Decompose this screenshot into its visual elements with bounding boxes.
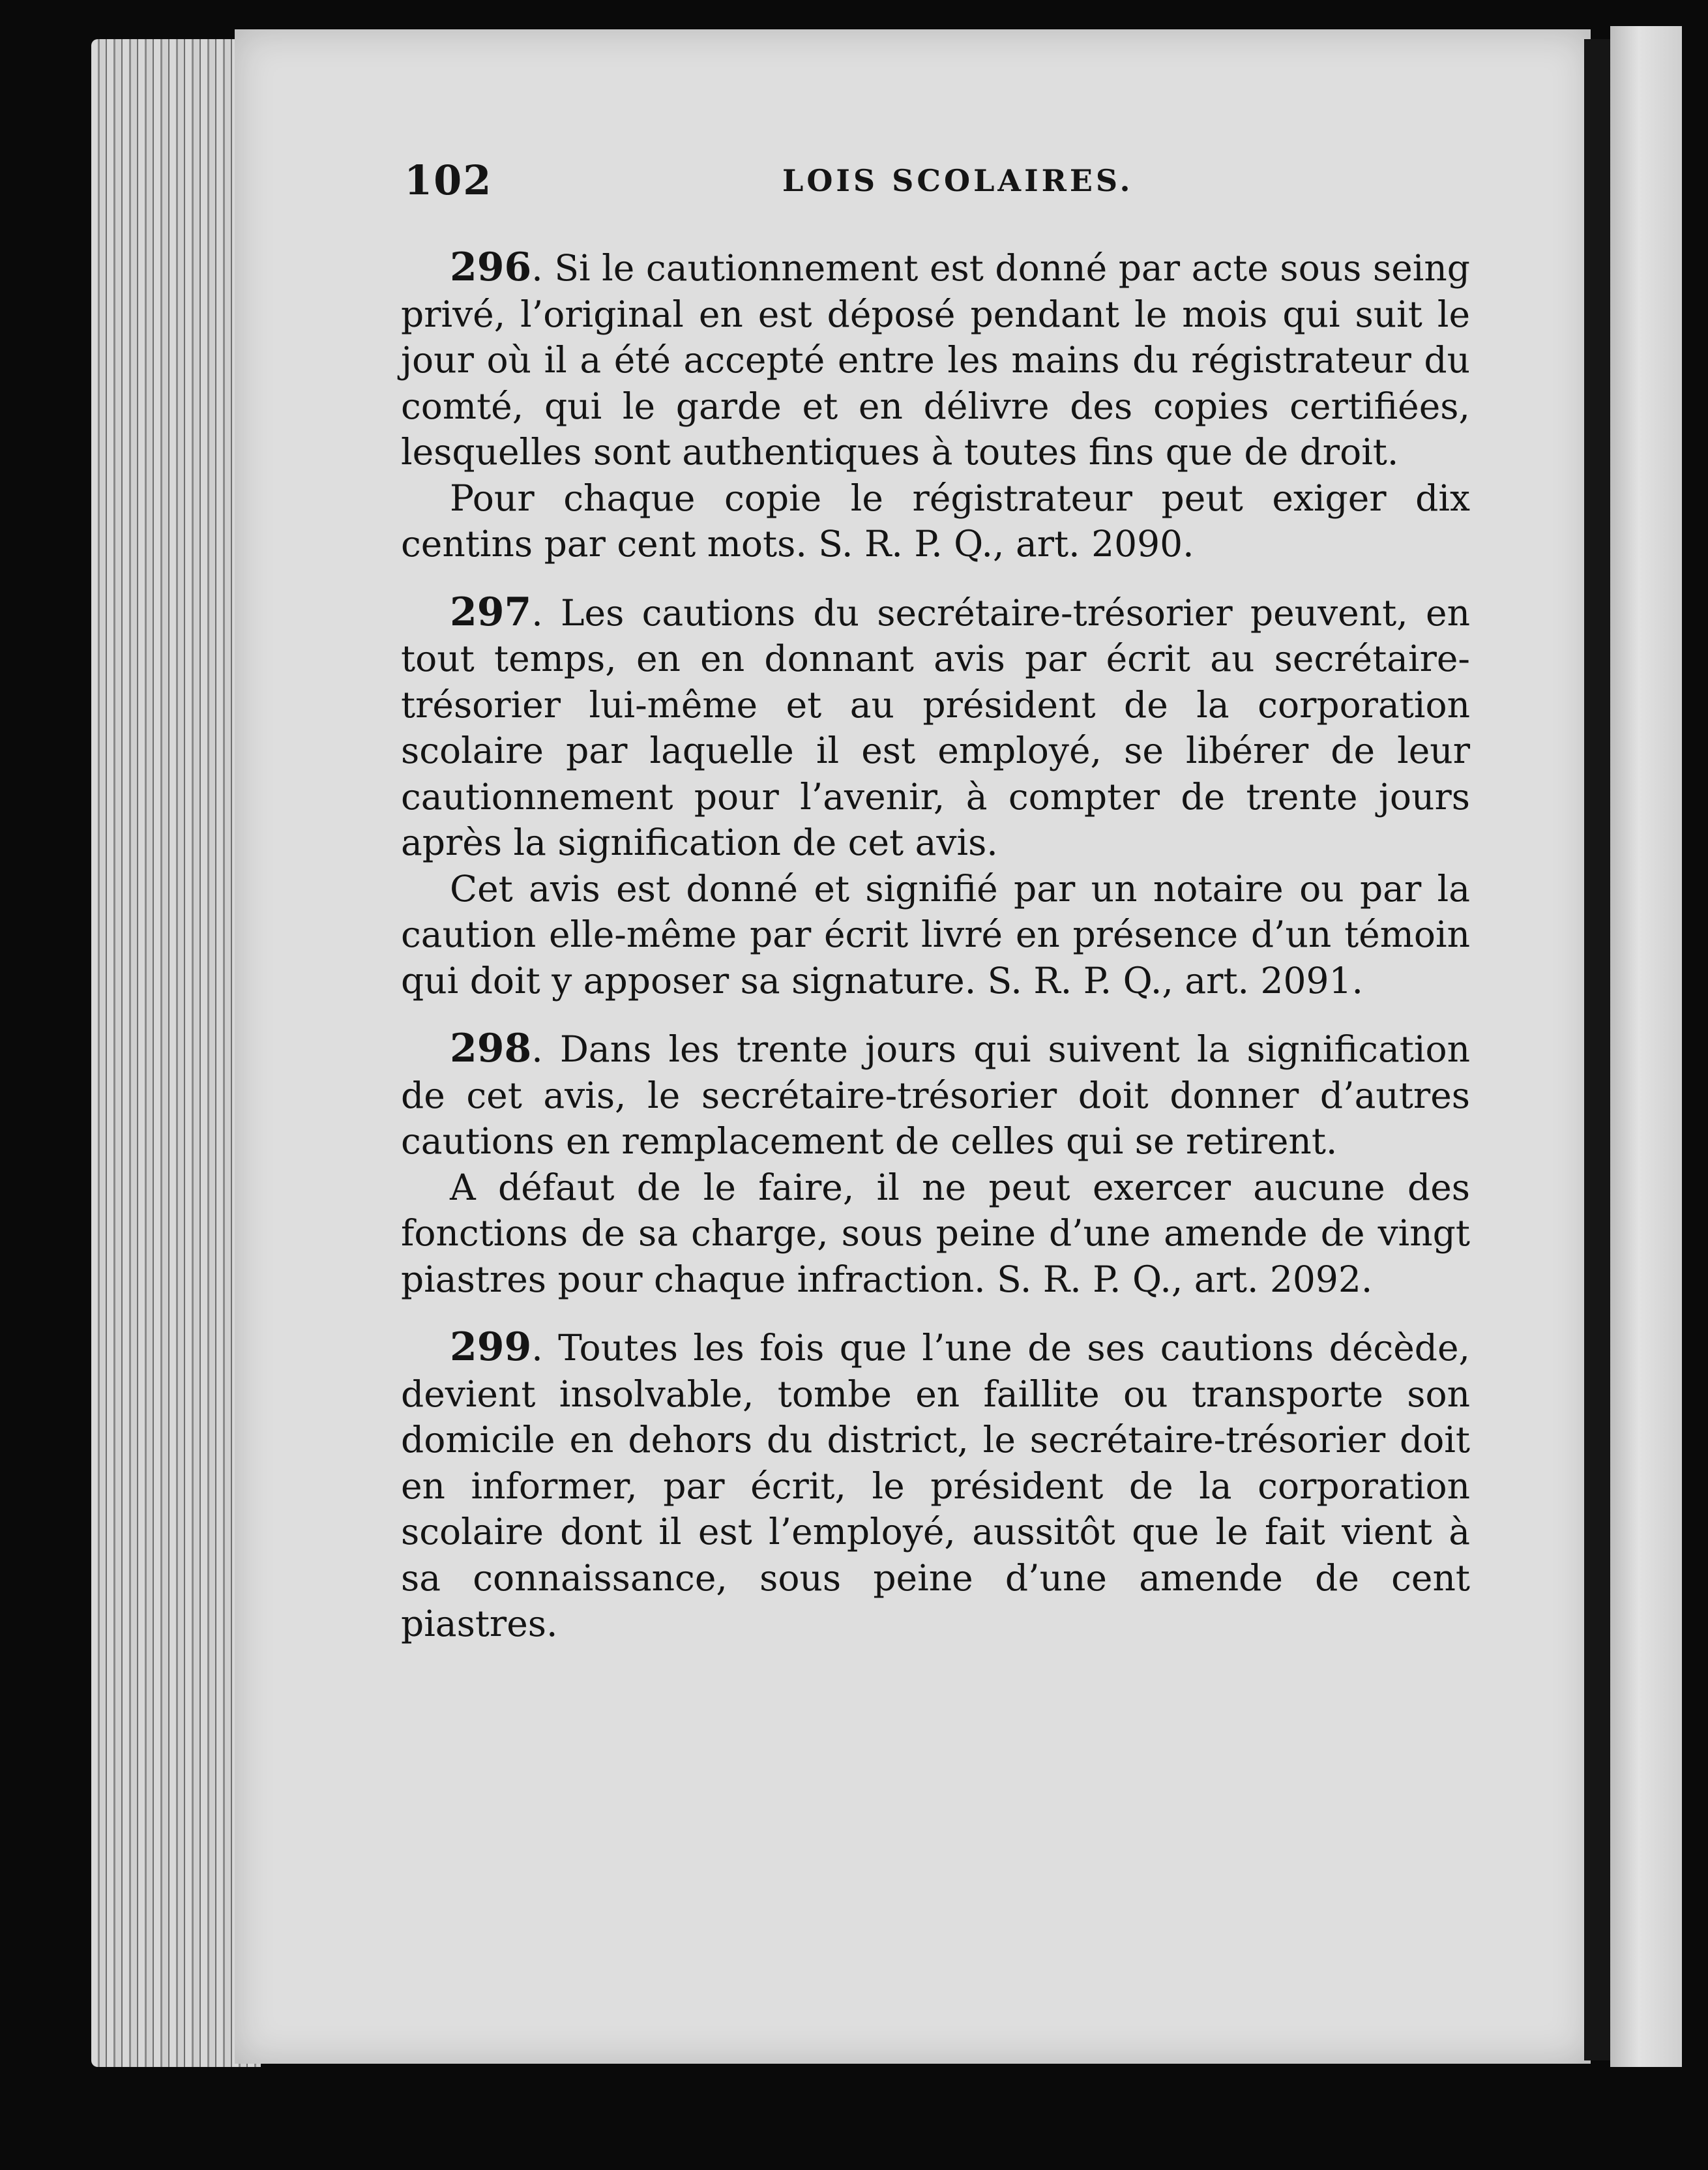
article-paragraph: Cet avis est donné et signifié par un notaire ou par la caution elle-même par écrit livré en présence d’un témoin qui doit y apposer sa signature. S. R. P. Q., art. 2091. bbox=[401, 867, 1470, 1002]
paragraph-text: Dans les trente jours qui suivent la signification de cet avis, le secrétaire-trésorier doit donner d’autres cautions en remplacement de celles qui se retirent. bbox=[401, 1028, 1470, 1162]
article-paragraph: 296. Si le cautionnement est donné par acte sous seing privé, l’original en est déposé pendant le mois qui suit le jour où il a été accepté entre les mains du régistrateur du comté, qui le garde et en délivre des copies certifiées, lesquelles sont authentiques à toutes fins que de droit. bbox=[401, 245, 1470, 473]
article-paragraph: 299. Toutes les fois que l’une de ses cautions décède, devient insolvable, tombe en faillite ou transporte son domicile en dehors du district, le secrétaire-trésorier doit en informer, par écrit, le président de la corporation scolaire dont il est l’employé, aussitôt que le fait vient à sa connaissance, sous peine d’une amende de cent piastres. bbox=[401, 1324, 1471, 1644]
article-paragraph: 297. Les cautions du secrétaire-trésorier peuvent, en tout temps, en en donnant avis par écrit au secrétaire-trésorier lui-même et au président de la corporation scolaire par laquelle il est employé, se libérer de leur cautionnement pour l’avenir, à compter de trente jours après la signification de cet avis. bbox=[401, 589, 1470, 863]
article-number: 297 bbox=[450, 589, 532, 635]
article-number: 299 bbox=[450, 1324, 532, 1370]
paragraph-text: Toutes les fois que l’une de ses cautions décède, devient insolvable, tombe en faillite ou transporte son domicile en dehors du district, le secrétaire-trésorier doit en informer, par écrit, le président de la corporation scolaire dont il est l’employé, aussitôt que le fait vient à sa connaissance, sous peine d’une amende de cent piastres. bbox=[401, 1327, 1471, 1644]
paragraph-text: Si le cautionnement est donné par acte sous seing privé, l’original en est déposé pendant le mois qui suit le jour où il a été accepté entre les mains du régistrateur du comté, qui le garde et en délivre des copies certifiées, lesquelles sont authentiques à toutes fins que de droit. bbox=[401, 247, 1470, 473]
article-296 bbox=[401, 245, 1470, 567]
running-title: LOIS SCOLAIRES. bbox=[782, 163, 1134, 198]
article-paragraph: Pour chaque copie le régistrateur peut exiger dix centins par cent mots. S. R. P. Q., art. 2090. bbox=[401, 477, 1470, 565]
facing-page-edge bbox=[1610, 26, 1682, 2067]
article-number: 298 bbox=[450, 1026, 532, 1071]
page-body bbox=[401, 245, 1470, 1669]
article-paragraph: A défaut de le faire, il ne peut exercer aucune des fonctions de sa charge, sous peine d’une amende de vingt piastres pour chaque infraction. S. R. P. Q., art. 2092. bbox=[401, 1166, 1470, 1300]
page-header bbox=[404, 156, 1617, 215]
article-299 bbox=[401, 1324, 1470, 1647]
article-297 bbox=[401, 589, 1470, 1004]
article-paragraph: 298. Dans les trente jours qui suivent la signification de cet avis, le secrétaire-trésorier doit donner d’autres cautions en remplacement de celles qui se retirent. bbox=[401, 1026, 1470, 1162]
page-number: 102 bbox=[404, 156, 493, 204]
article-298 bbox=[401, 1026, 1470, 1302]
paragraph-text: Les cautions du secrétaire-trésorier peuvent, en tout temps, en en donnant avis par écrit au secrétaire-trésorier lui-même et au président de la corporation scolaire par laquelle il est employé, se libérer de leur cautionnement pour l’avenir, à compter de trente jours après la signification de cet avis. bbox=[401, 591, 1470, 863]
book-binding bbox=[1584, 39, 1610, 2060]
article-number: 296 bbox=[450, 245, 532, 290]
